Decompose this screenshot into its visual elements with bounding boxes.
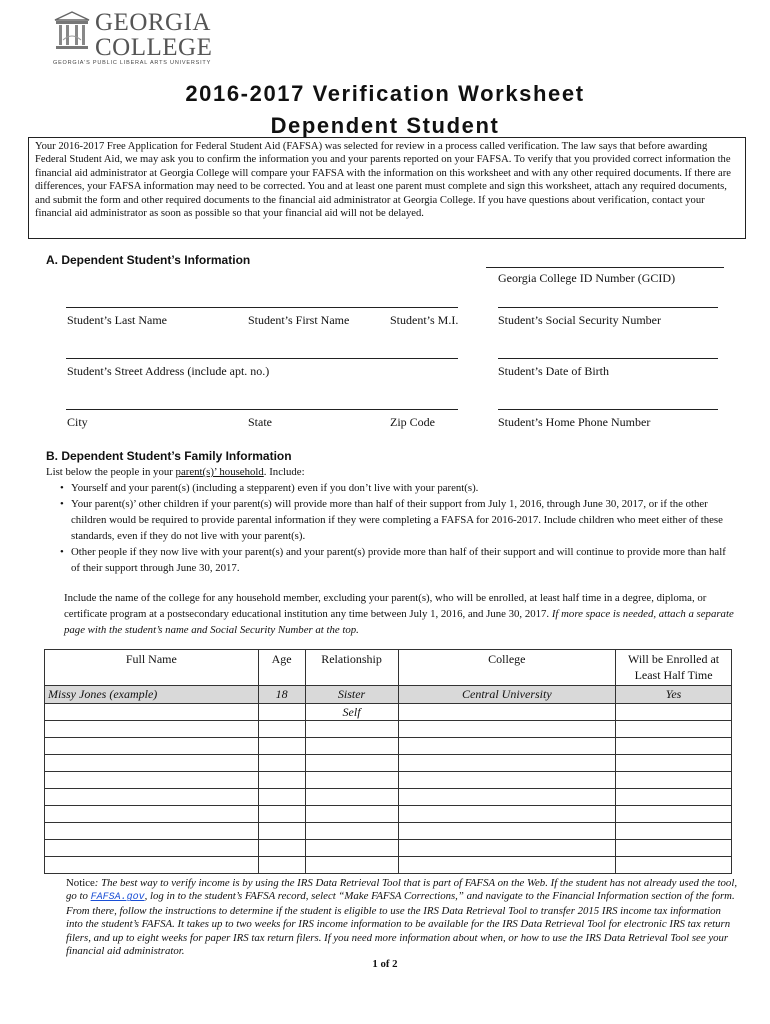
col-college: College (398, 650, 616, 686)
table-row[interactable] (45, 789, 732, 806)
table-row[interactable] (45, 840, 732, 857)
table-row[interactable] (45, 823, 732, 840)
page-title: 2016-2017 Verification Worksheet (185, 81, 585, 106)
logo-tagline: GEORGIA'S PUBLIC LIBERAL ARTS UNIVERSITY (53, 60, 212, 66)
table-row[interactable] (45, 738, 732, 755)
page-subtitle: Dependent Student (270, 113, 500, 138)
student-name-field-line[interactable] (66, 307, 458, 308)
address-field-line[interactable] (66, 358, 458, 359)
example-age: 18 (258, 686, 305, 704)
example-relationship: Sister (305, 686, 398, 704)
col-relationship: Relationship (305, 650, 398, 686)
fafsa-link[interactable]: FAFSA.gov (90, 892, 145, 904)
section-a-heading: A. Dependent Student’s Information (46, 253, 251, 267)
example-enrolled: Yes (616, 686, 732, 704)
dob-field-line[interactable] (498, 358, 718, 359)
household-criteria-list (54, 480, 728, 576)
phone-field-line[interactable] (498, 409, 718, 410)
middle-initial-label: Student’s M.I. (390, 313, 459, 327)
example-college: Central University (398, 686, 616, 704)
city-label: City (67, 415, 88, 429)
list-item: • Yourself and your parent(s) (including a stepparent) even if you don’t live with your parent(s). (54, 480, 728, 496)
dob-label: Student’s Date of Birth (498, 364, 609, 378)
household-link[interactable]: parent(s)’ household (175, 466, 264, 478)
table-row[interactable] (45, 704, 732, 721)
family-table (44, 649, 732, 874)
table-row[interactable] (45, 755, 732, 772)
example-row (45, 686, 732, 704)
address-label: Student’s Street Address (include apt. no.) (67, 364, 270, 378)
list-item: • Your parent(s)’ other children if your parent(s) will provide more than half of their support from July 1, 2016, through June 30, 2017, or if the other children would be required to provide parental information if they were completing a FAFSA for 2016-2017. Include children who meet either of these standards, even if they do not live with your parent(s). (54, 496, 728, 544)
first-name-label: Student’s First Name (248, 313, 350, 327)
state-label: State (248, 415, 272, 429)
columns-icon (53, 10, 91, 54)
last-name-label: Student’s Last Name (67, 313, 167, 327)
table-row[interactable] (45, 806, 732, 823)
table-row[interactable] (45, 721, 732, 738)
table-row[interactable] (45, 772, 732, 789)
list-item: • Other people if they now live with your parent(s) and your parent(s) provide more than half of their support and will continue to provide more than half of their support through June 30, 2017. (54, 544, 728, 576)
ssn-field-line[interactable] (498, 307, 718, 308)
table-header-row (45, 650, 732, 686)
college-instructions: Include the name of the college for any household member, excluding your parent(s), who will be enrolled, at least half time in a degree, diploma, or certificate program at a postsecondary educational institution any time between July 1, 2016, and June 30, 2017. If more space is needed, attach a separate page with the student’s name and Social Security Number at the top. (64, 592, 734, 636)
section-b-heading: B. Dependent Student’s Family Information (46, 449, 292, 463)
col-enrolled: Will be Enrolled at Least Half Time (616, 650, 732, 686)
page-number: 1 of 2 (372, 958, 398, 970)
irs-notice: Notice: The best way to verify income is by using the IRS Data Retrieval Tool that is part of FAFSA on the Web. If the student has not already used the tool, go to FAFSA.gov, log in to the student’s FAFSA record, select “Make FAFSA Corrections,” and navigate to the Financial Information section of the form. From there, follow the instructions to determine if the student is eligible to use the IRS Data Retrieval Tool to transfer 2015 IRS income tax information into the student’s FAFSA. It takes up to two weeks for IRS income information to be available for the IRS Data Retrieval Tool for electronic IRS tax return filers, and up to eight weeks for paper IRS tax return filers. If you need more information about when, or how to use the IRS Data Retrieval Tool see your financial aid administrator. (66, 877, 738, 958)
gcid-field-line[interactable] (486, 267, 724, 268)
self-relationship: Self (305, 704, 398, 721)
logo-wordmark: GEORGIA COLLEGE (95, 9, 213, 61)
zip-label: Zip Code (390, 415, 435, 429)
col-full-name: Full Name (45, 650, 259, 686)
col-age: Age (258, 650, 305, 686)
gcid-label: Georgia College ID Number (GCID) (498, 271, 676, 285)
notice-label: Notice (66, 877, 95, 889)
intro-paragraph: Your 2016-2017 Free Application for Federal Student Aid (FAFSA) was selected for review in a process called verification. The law says that before awarding Federal Student Aid, we may ask you to confirm the information you and your parents reported on your FAFSA. To verify that you provided correct information the financial aid administrator at Georgia College will compare your FAFSA with the information on this worksheet and with any other required documents. If there are differences, your FAFSA information may need to be corrected. You and at least one parent must complete and sign this worksheet, attach any required documents, and submit the form and other required documents to the financial aid administrator at Georgia College. If you have questions about verification, contact your financial aid administrator as soon as possible so that your financial aid will not be delayed. (28, 137, 746, 239)
example-name: Missy Jones (example) (45, 686, 259, 704)
phone-label: Student’s Home Phone Number (498, 415, 651, 429)
city-state-zip-field-line[interactable] (66, 409, 458, 410)
section-b-lead: List below the people in your parent(s)’ household. Include: (46, 466, 305, 478)
table-row[interactable] (45, 857, 732, 874)
georgia-college-logo (53, 8, 223, 70)
ssn-label: Student’s Social Security Number (498, 313, 661, 327)
